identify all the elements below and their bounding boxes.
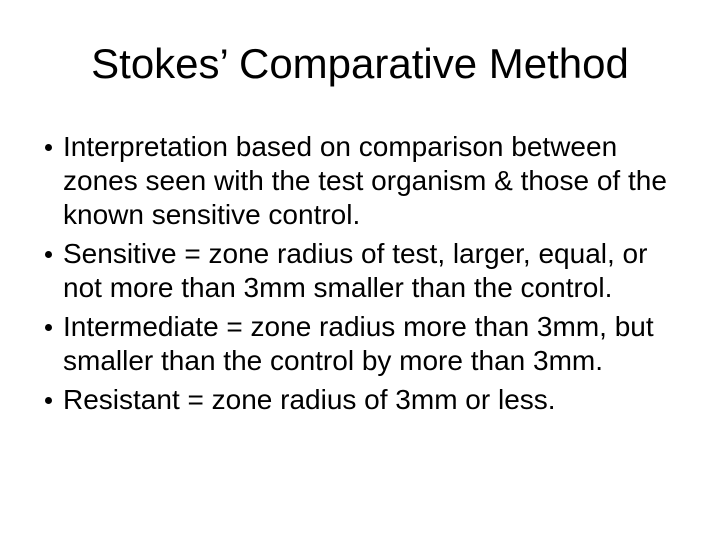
bullet-icon (43, 383, 63, 404)
bullet-text (63, 310, 688, 378)
bullet-text (63, 130, 688, 232)
bullet-line: Resistant = zone radius of 3mm or less. (63, 384, 556, 415)
bullet-item (43, 237, 688, 305)
bullet-item (43, 130, 688, 232)
slide-body (43, 130, 688, 422)
slide-title: Stokes’ Comparative Method (91, 40, 629, 87)
bullet-item (43, 383, 688, 417)
bullet-line: Sensitive = zone radius of test, larger, equal, or (63, 238, 648, 269)
bullet-line: not more than 3mm smaller than the control. (63, 272, 613, 303)
bullet-icon (43, 310, 63, 331)
bullet-line: smaller than the control by more than 3mm. (63, 345, 604, 376)
bullet-icon (43, 130, 63, 151)
bullet-item (43, 310, 688, 378)
bullet-icon (43, 237, 63, 258)
bullet-line: zones seen with the test organism & those of the (63, 165, 667, 196)
bullet-text (63, 383, 688, 417)
bullet-line: Intermediate = zone radius more than 3mm, but (63, 311, 654, 342)
bullet-line: known sensitive control. (63, 199, 361, 230)
bullet-text (63, 237, 688, 305)
bullet-line: Interpretation based on comparison between (63, 131, 618, 162)
